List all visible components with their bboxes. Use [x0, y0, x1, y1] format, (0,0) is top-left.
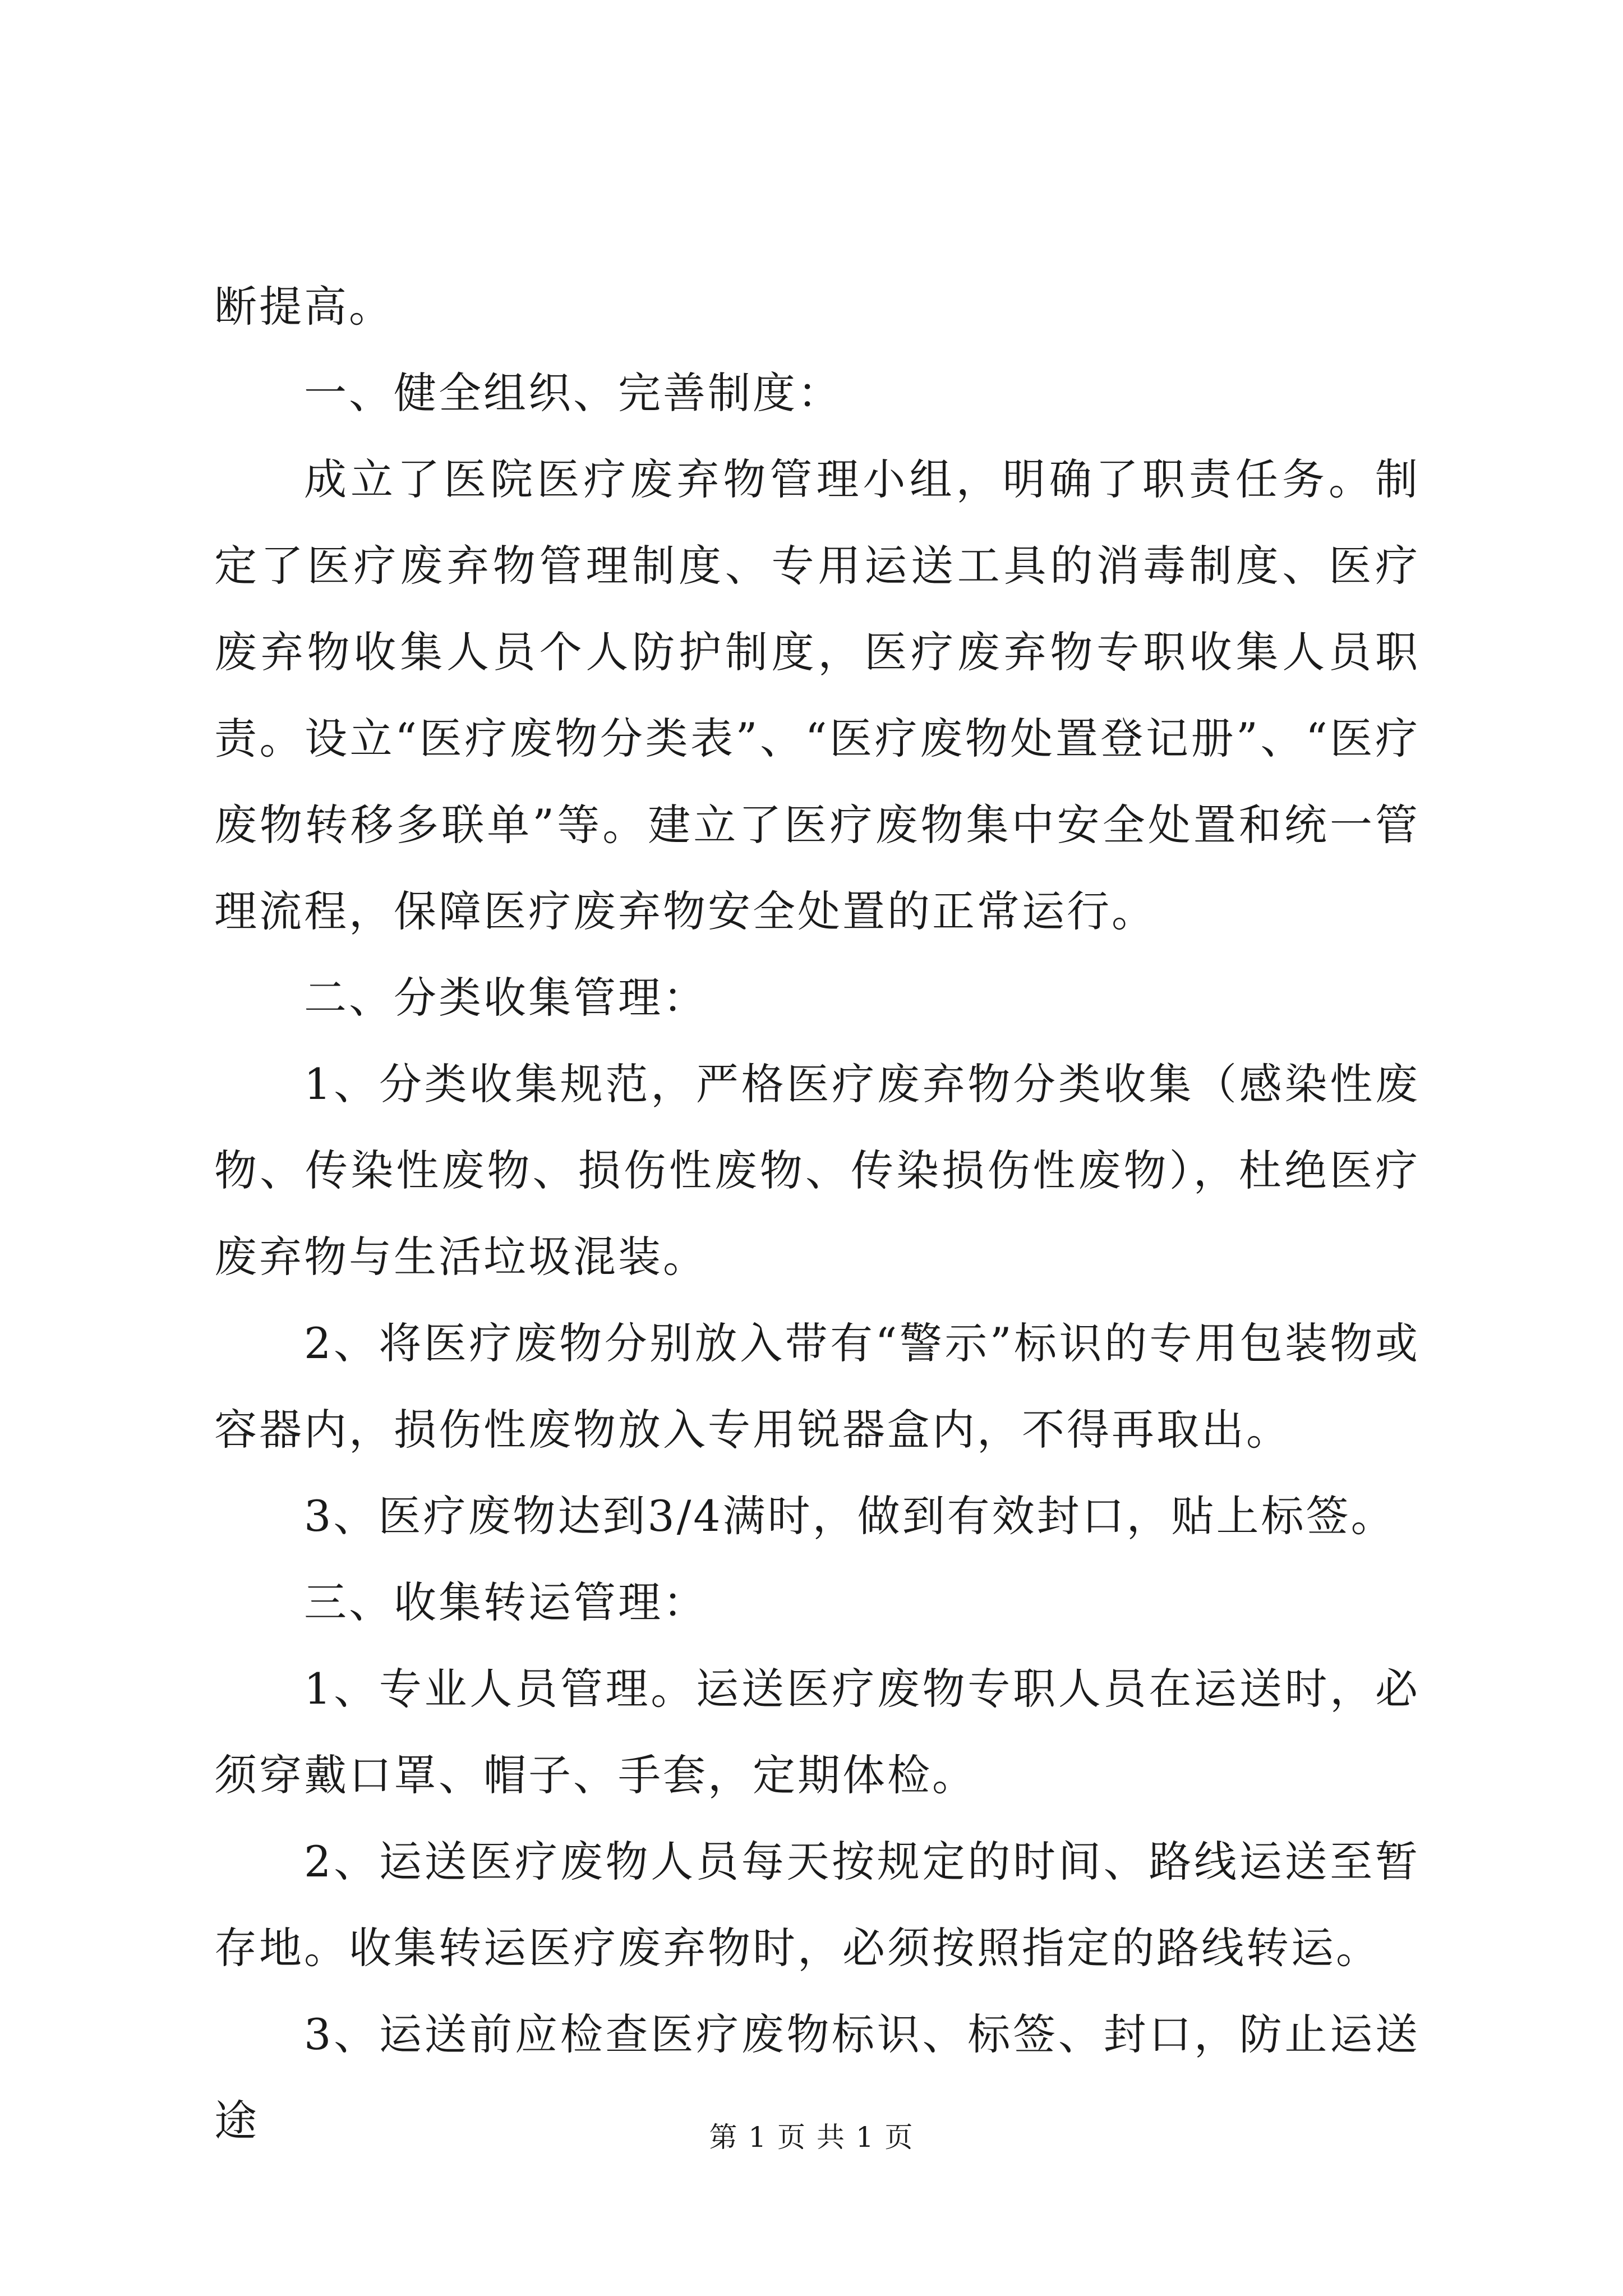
list-item: 1、分类收集规范，严格医疗废弃物分类收集（感染性废物、传染性废物、损伤性废物、传染损伤性废物），杜绝医疗废弃物与生活垃圾混装。 [214, 1059, 1420, 1282]
page-footer: 第 1 页 共 1 页 [709, 2121, 914, 2154]
paragraph: 断提高。 [214, 282, 394, 332]
paragraph: 成立了医院医疗废弃物管理小组，明确了职责任务。制定了医疗废弃物管理制度、专用运送工具的消毒制度、医疗废弃物收集人员个人防护制度，医疗废弃物专职收集人员职责。设立“医疗废物分类表”、“医疗废物处置登记册”、“医疗废物转移多联单”等。建立了医疗废物集中安全处置和统一管理流程，保障医疗废弃物安全处置的正常运行。 [214, 454, 1420, 936]
document-body [214, 264, 1420, 2164]
list-item: 3、运送前应检查医疗废物标识、标签、封口，防止运送途 [214, 2009, 1420, 2146]
section-heading: 二、分类收集管理： [304, 973, 708, 1023]
list-item: 1、专业人员管理。运送医疗废物专职人员在运送时，必须穿戴口罩、帽子、手套，定期体检。 [214, 1664, 1420, 1800]
section-heading: 一、健全组织、完善制度： [304, 368, 842, 418]
list-item: 3、医疗废物达到3/4满时，做到有效封口，贴上标签。 [304, 1491, 1396, 1541]
list-item: 2、将医疗废物分别放入带有“警示”标识的专用包装物或容器内，损伤性废物放入专用锐器盒内，不得再取出。 [214, 1318, 1420, 1455]
section-heading: 三、收集转运管理： [304, 1577, 708, 1627]
list-item: 2、运送医疗废物人员每天按规定的时间、路线运送至暂存地。收集转运医疗废弃物时，必须按照指定的路线转运。 [214, 1837, 1420, 1973]
